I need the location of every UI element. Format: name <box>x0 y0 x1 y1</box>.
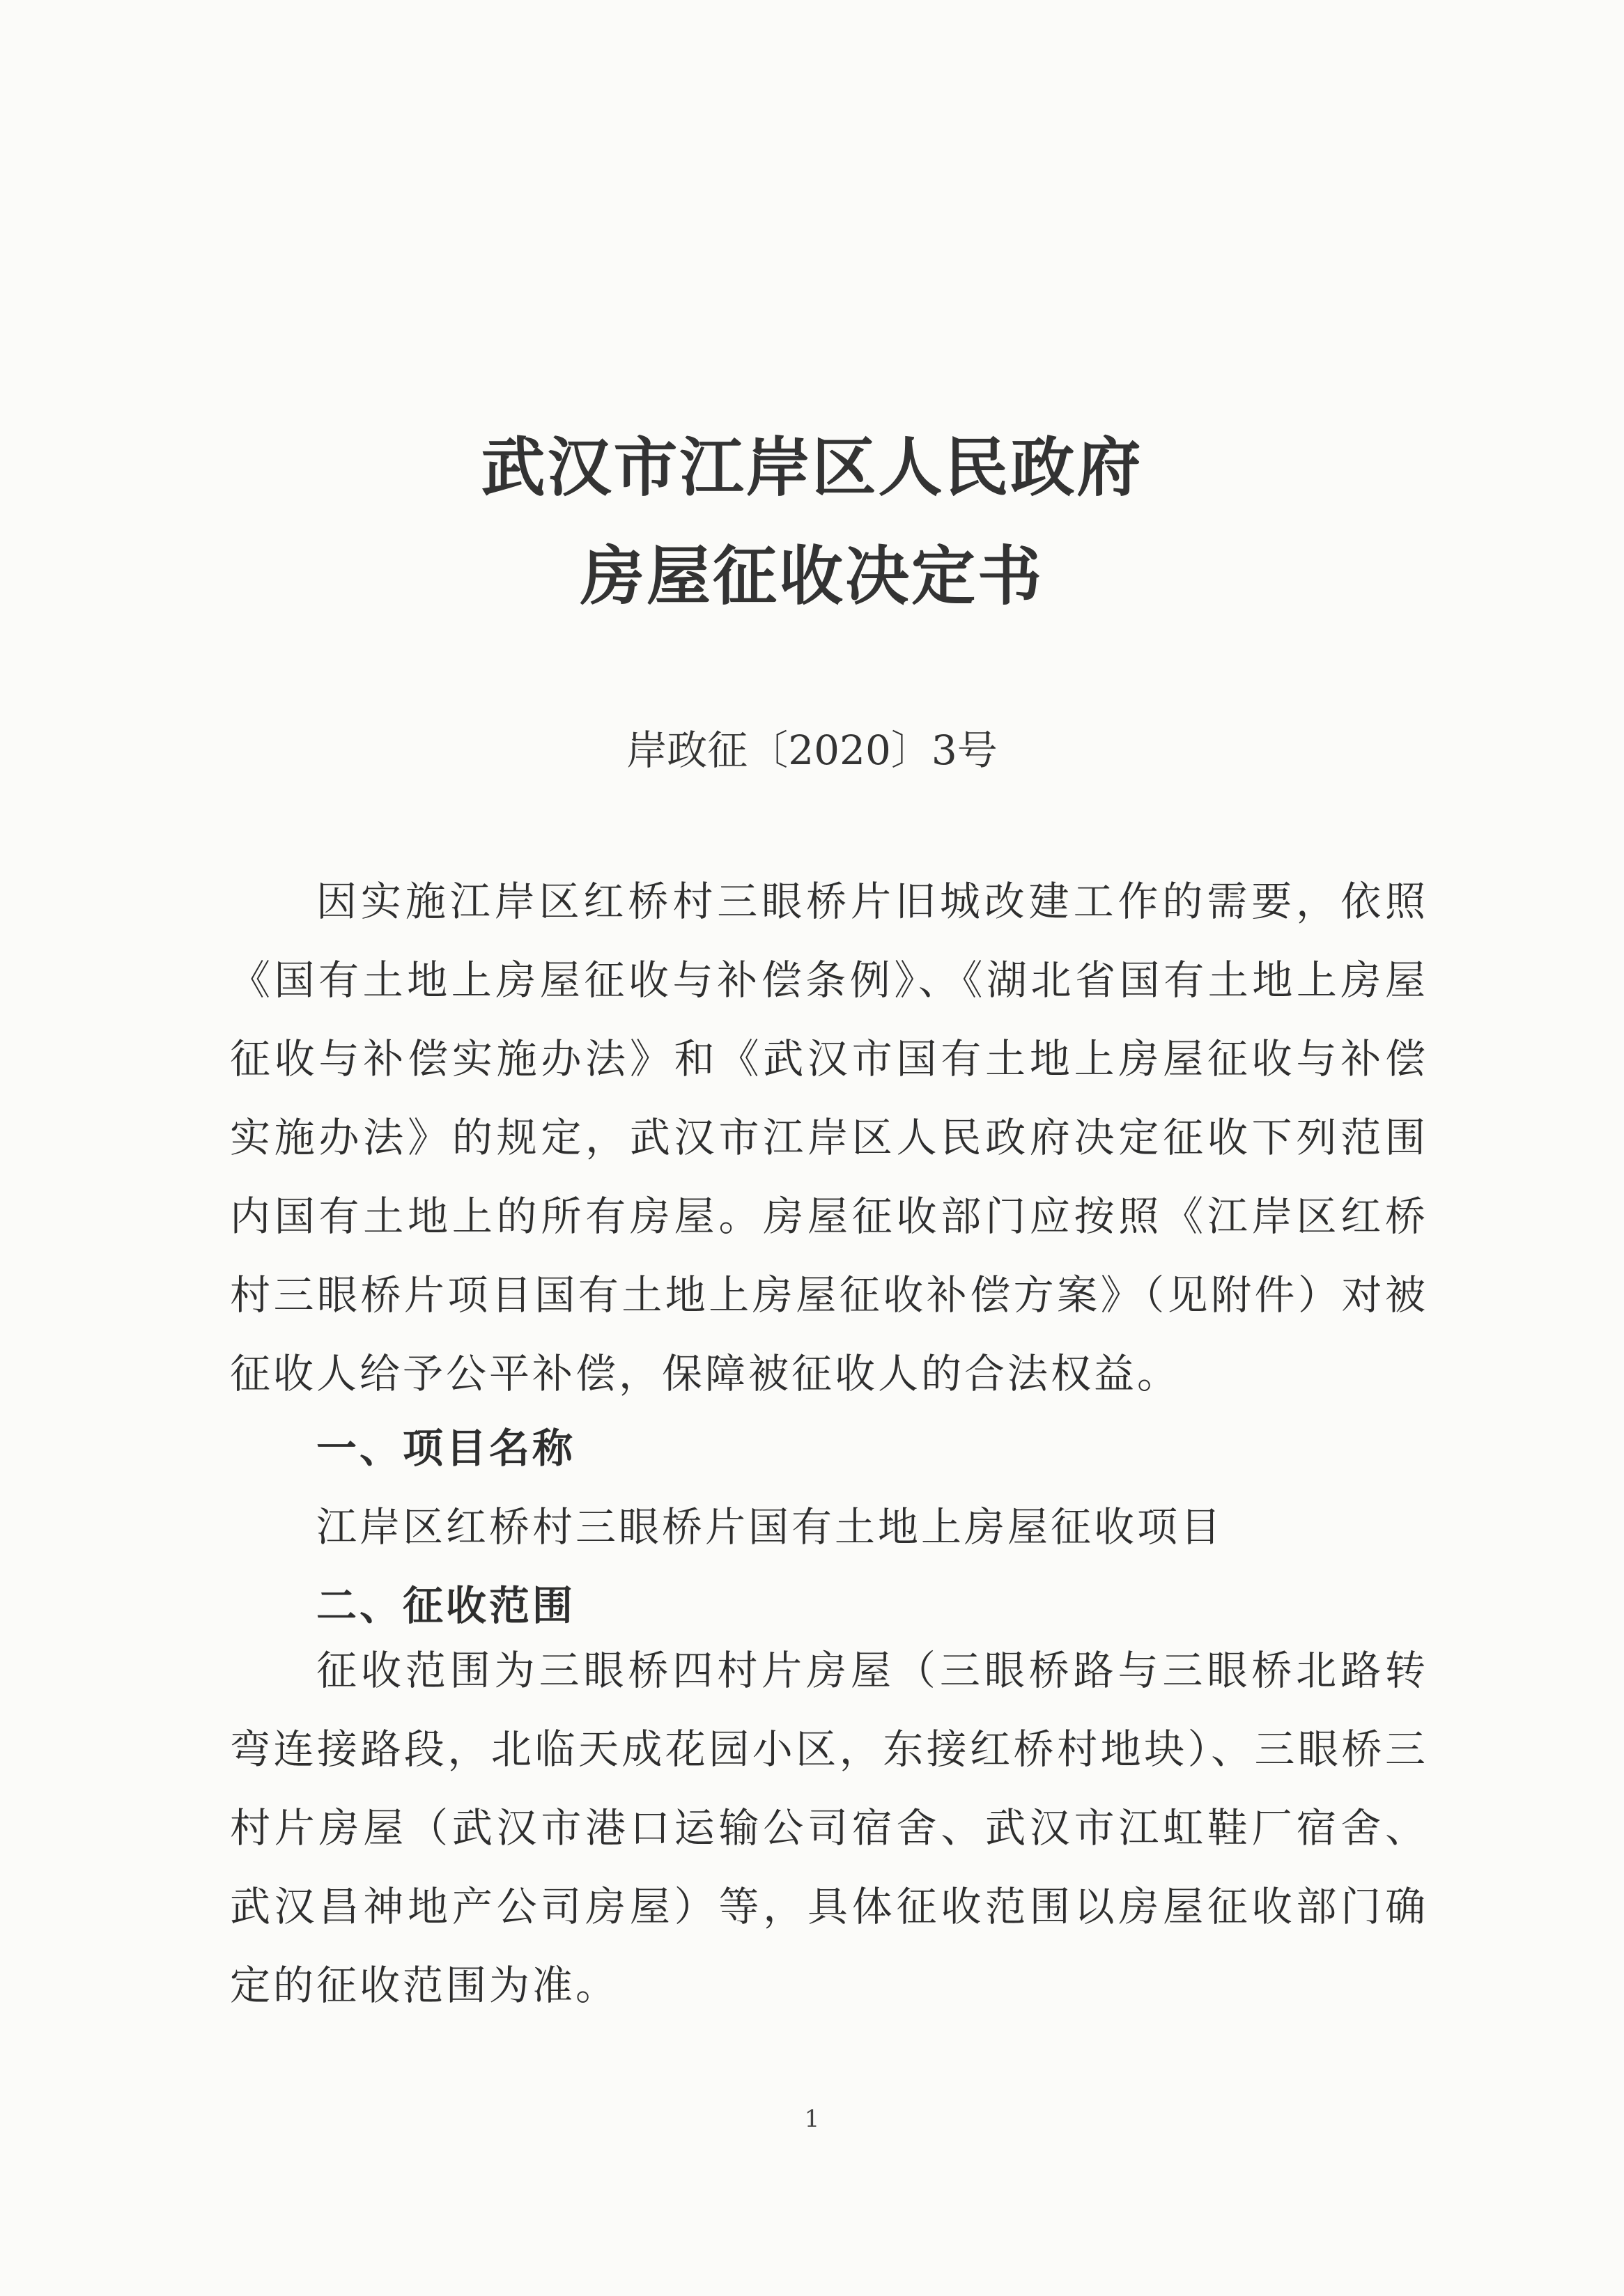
page-number: 1 <box>804 2105 820 2133</box>
document-number: 岸政征〔2020〕3号 <box>626 727 998 774</box>
intro-paragraph: 因实施江岸区红桥村三眼桥片旧城改建工作的需要，依照《国有土地上房屋征收与补偿条例》、《湖北省国有土地上房屋征收与补偿实施办法》和《武汉市国有土地上房屋征收与补偿实施办法》的规定，武汉市江岸区人民政府决定征收下列范围内国有土地上的所有房屋。房屋征收部门应按照《江岸区红桥村三眼桥片项目国有土地上房屋征收补偿方案》（见附件）对被征收人给予公平补偿，保障被征收人的合法权益。 <box>230 878 1428 1397</box>
document-title-line2: 房屋征收决定书 <box>580 539 1044 614</box>
section2-paragraph: 征收范围为三眼桥四村片房屋（三眼桥路与三眼桥北路转弯连接路段，北临天成花园小区，东接红桥村地块）、三眼桥三村片房屋（武汉市港口运输公司宿舍、武汉市江虹鞋厂宿舍、武汉昌神地产公司房屋）等，具体征收范围以房屋征收部门确定的征收范围为准。 <box>230 1647 1428 2009</box>
document-title-line1: 武汉市江岸区人民政府 <box>481 430 1143 505</box>
section1-text: 江岸区红桥村三眼桥片国有土地上房屋征收项目 <box>316 1503 1224 1551</box>
section1-heading: 一、项目名称 <box>316 1425 576 1472</box>
section2-heading: 二、征收范围 <box>316 1582 576 1629</box>
